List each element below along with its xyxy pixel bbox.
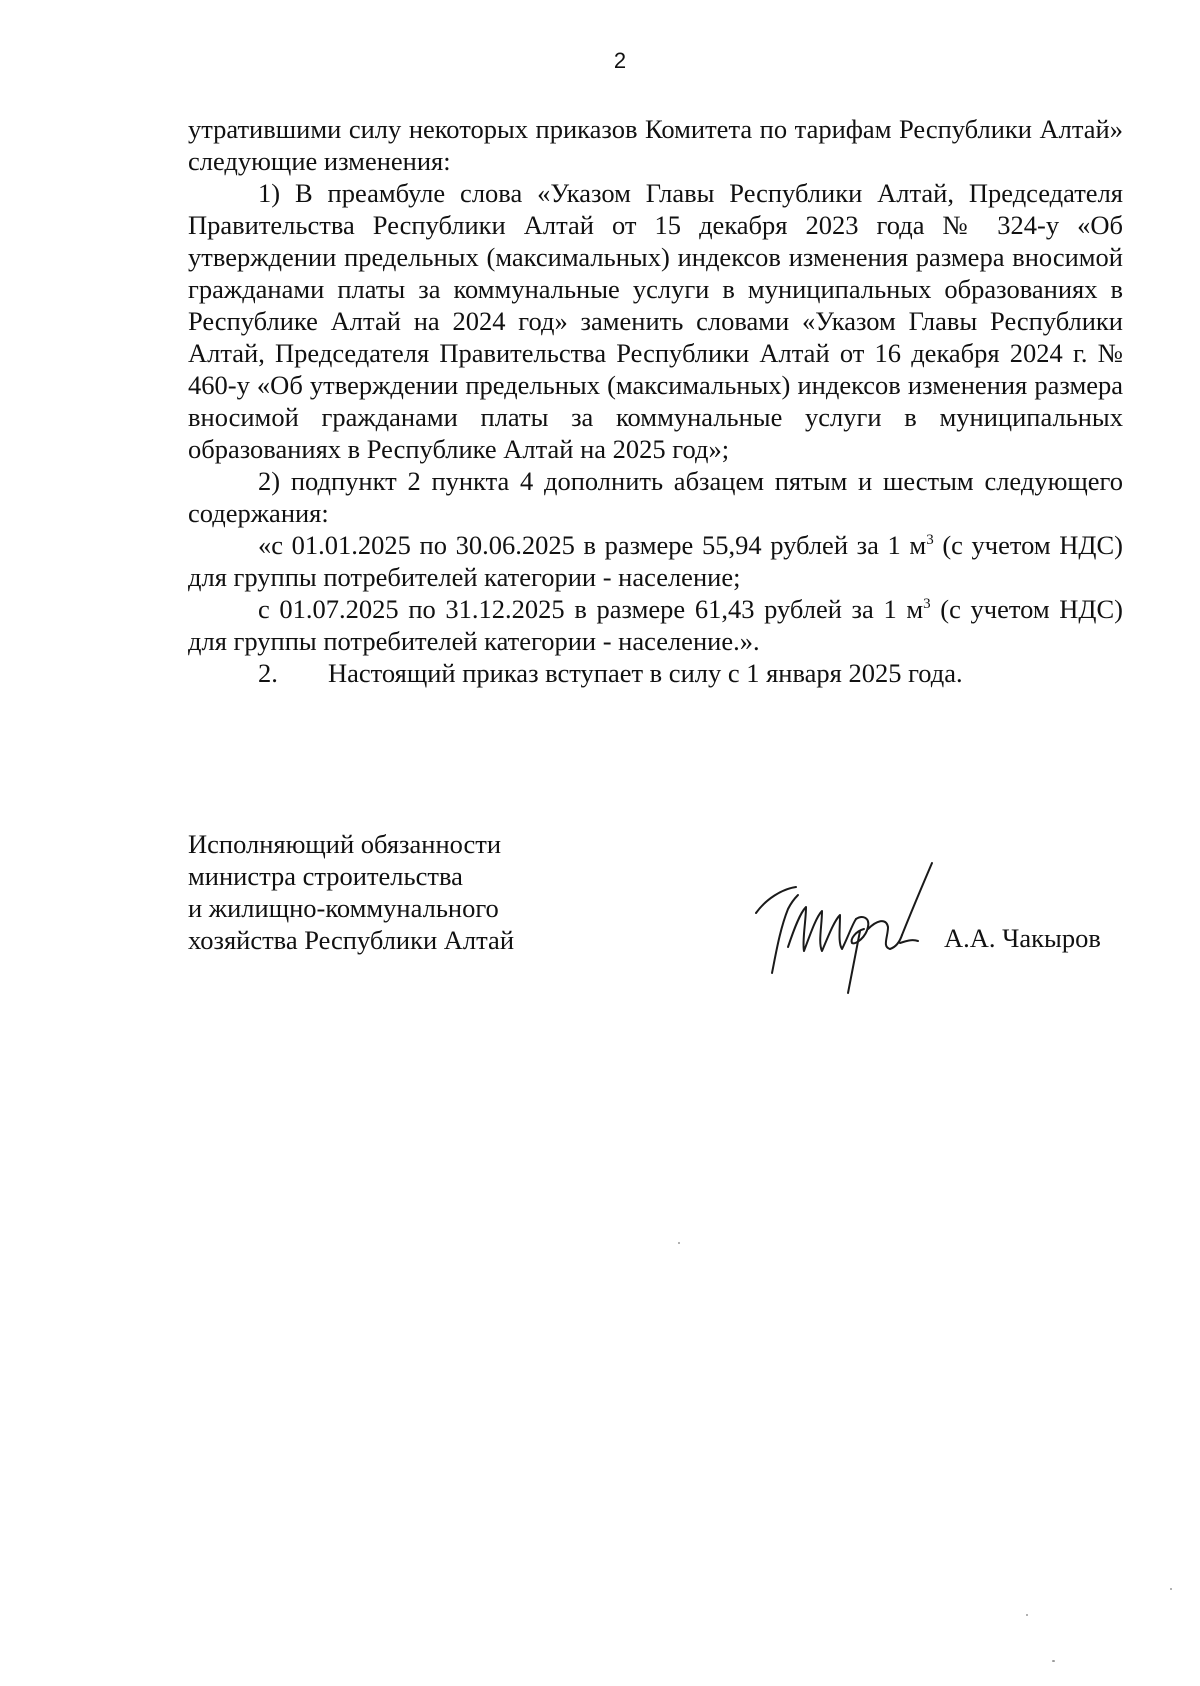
- rate-paragraph-2: [188, 593, 1123, 657]
- signatory-line: Исполняющий обязанности: [188, 829, 502, 859]
- rate-1-text: «с 01.01.2025 по 30.06.2025 в размере 55,94 рублей за 1 м: [258, 530, 927, 560]
- point-2-number: 2.: [258, 658, 278, 688]
- scan-speck: [678, 1242, 680, 1244]
- cubic-superscript: 3: [923, 596, 931, 613]
- intro-paragraph: утратившими силу некоторых приказов Комитета по тарифам Республики Алтай» следующие изменения:: [188, 114, 1123, 176]
- scan-speck: [1026, 1614, 1028, 1616]
- point-2-paragraph: [188, 657, 1123, 689]
- signatory-title: [188, 828, 514, 956]
- rate-2-tail: (с учетом НДС) для группы потребителей категории - население.».: [188, 594, 1123, 656]
- point-2-text: Настоящий приказ вступает в силу с 1 января 2025 года.: [328, 658, 963, 688]
- scan-speck: [1052, 1660, 1055, 1662]
- scan-speck: [1170, 1588, 1172, 1590]
- item-2-paragraph: 2) подпункт 2 пункта 4 дополнить абзацем пятым и шестым следующего содержания:: [188, 466, 1123, 528]
- signatory-line: и жилищно-коммунального: [188, 893, 499, 923]
- signatory-line: хозяйства Республики Алтай: [188, 925, 514, 955]
- handwritten-signature: [752, 855, 962, 995]
- rate-2-text: с 01.07.2025 по 31.12.2025 в размере 61,43 рублей за 1 м: [258, 594, 924, 624]
- item-1-paragraph: 1) В преамбуле слова «Указом Главы Республики Алтай, Председателя Правительства Республики Алтай от 15 декабря 2023 года № 324-у «Об утверждении предельных (максимальных) индексов изменения размера вносимой гражданами платы за коммунальные услуги в муниципальных образованиях в Республике Алтай на 2024 год» заменить словами «Указом Главы Республики Алтай, Председателя Правительства Республики Алтай от 16 декабря 2024 г. № 460-у «Об утверждении предельных (максимальных) индексов изменения размера вносимой гражданами платы за коммунальные услуги в муниципальных образованиях в Республике Алтай на 2025 год»;: [188, 178, 1123, 464]
- cubic-superscript: 3: [926, 532, 934, 549]
- rate-paragraph-1: [188, 529, 1123, 593]
- rate-1-tail: (с учетом НДС) для группы потребителей категории - население;: [188, 530, 1123, 592]
- page-number: 2: [613, 48, 627, 73]
- document-body: [188, 113, 1123, 689]
- signer-name: А.А. Чакыров: [944, 923, 1101, 953]
- signatory-line: министра строительства: [188, 861, 463, 891]
